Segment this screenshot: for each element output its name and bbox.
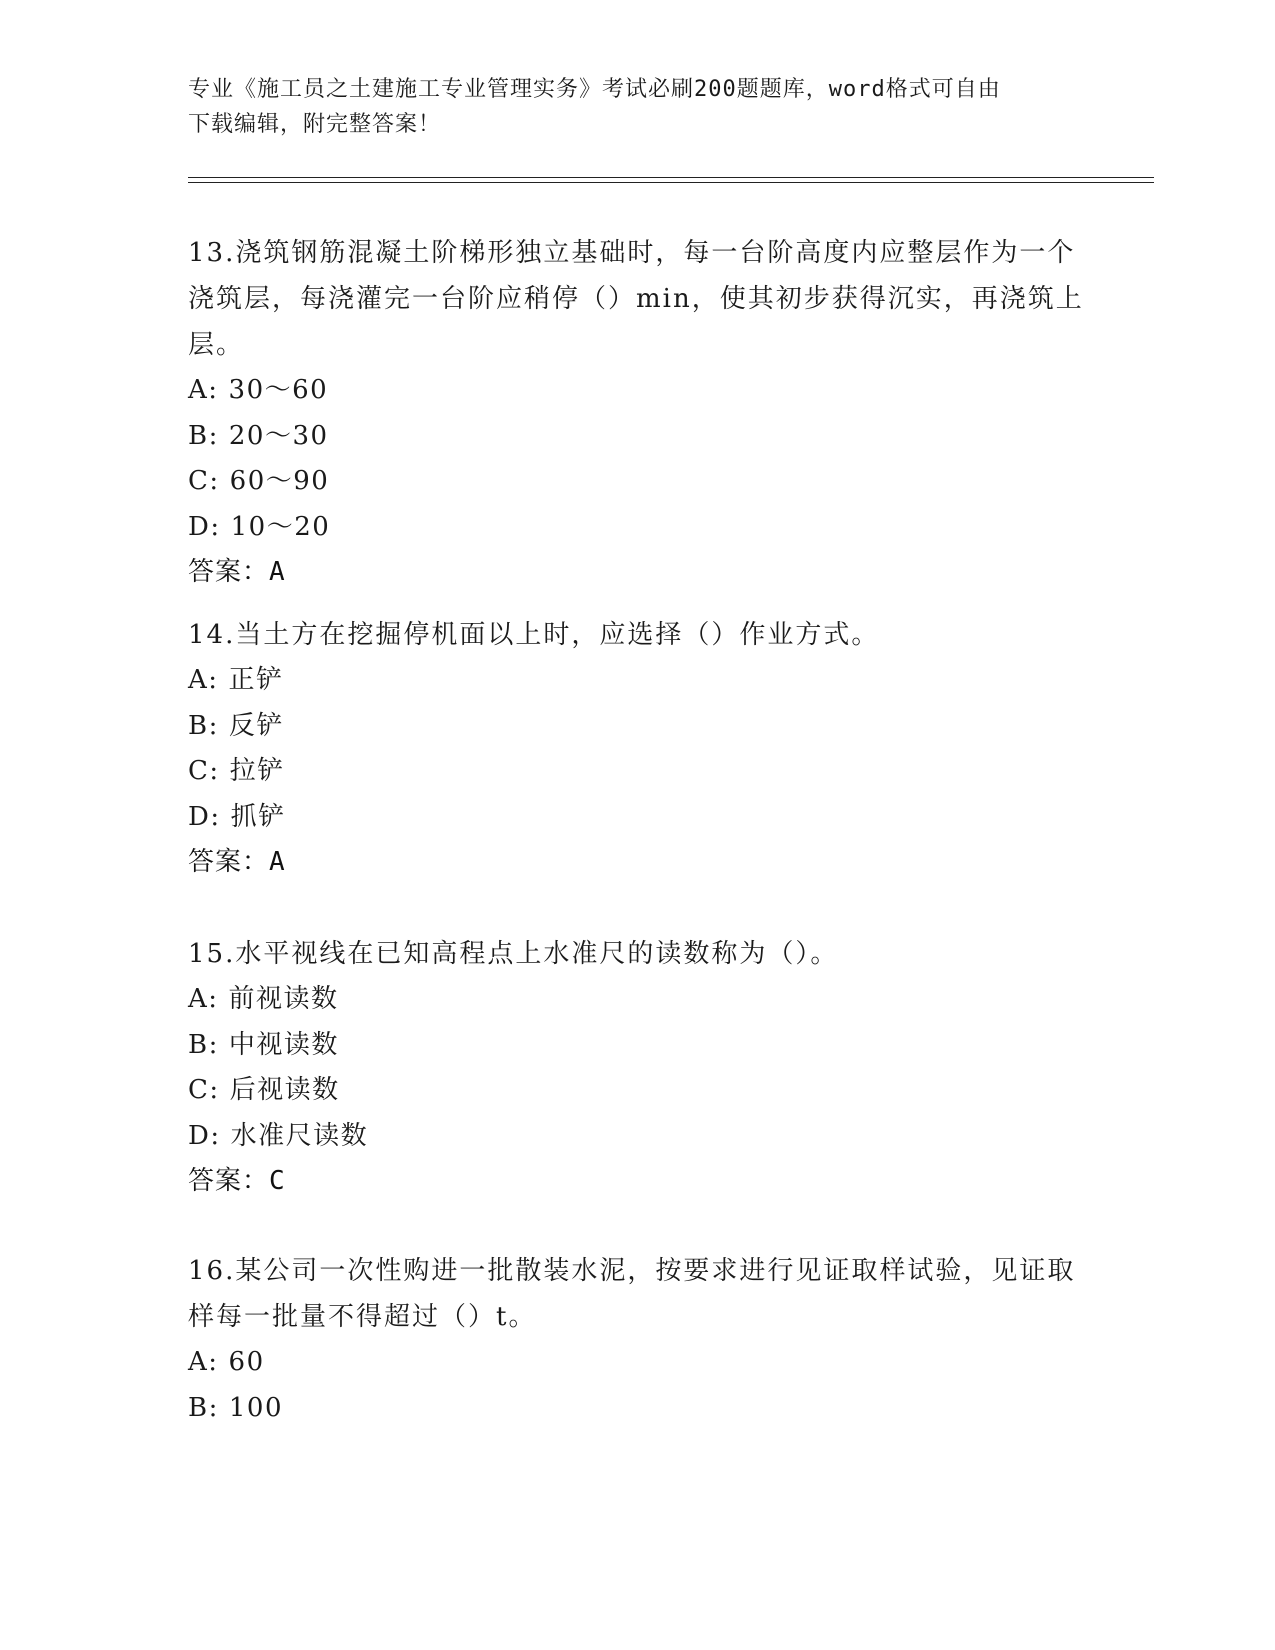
option-text: 后视读数 [229,1075,340,1105]
option-separator: : [209,756,220,786]
option-letter: D [188,511,211,542]
option-a [188,1340,1088,1386]
option-separator: : [210,1120,221,1151]
question-13 [188,230,1088,595]
question-number: 13. [188,238,236,268]
option-a [188,977,1088,1023]
header-line-1: 专业《施工员之土建施工专业管理实务》考试必刷200题题库，word格式可自由 [188,77,1001,102]
option-letter: C [188,466,210,496]
answer-line [188,840,1088,885]
option-separator: : [210,801,221,832]
question-number: 15. [188,939,236,969]
option-letter: B [188,1029,209,1060]
question-stem: 水平视线在已知高程点上水准尺的读数称为（）。 [235,939,839,969]
option-text: 拉铲 [229,756,285,786]
question-number: 14. [188,620,236,650]
option-text: 100 [228,1392,284,1423]
option-a [188,368,1088,414]
answer-value: A [269,557,286,587]
option-c [188,459,1088,505]
option-text: 水准尺读数 [230,1120,369,1151]
option-a [188,658,1088,704]
option-letter: C [188,756,210,786]
question-number: 16. [188,1256,236,1286]
option-letter: B [188,1392,209,1423]
option-text: 10～20 [230,511,331,542]
option-b [188,414,1088,460]
answer-value: A [269,847,286,877]
option-b [188,704,1088,750]
option-letter: B [188,420,209,451]
header-divider-top [188,177,1154,178]
question-16 [188,1248,1088,1431]
option-separator: : [210,511,221,542]
option-separator: : [208,1347,219,1377]
option-separator: : [208,665,219,695]
option-c [188,749,1088,795]
question-text [188,931,1088,977]
document-header [188,72,1088,142]
option-letter: D [188,1120,211,1151]
option-text: 正铲 [228,665,284,695]
option-text: 抓铲 [230,801,286,832]
question-text [188,612,1088,658]
option-letter: A [188,984,209,1014]
option-d [188,505,1088,551]
question-15 [188,931,1088,1204]
option-text: 60～90 [229,466,330,496]
option-b [188,1386,1088,1432]
option-d [188,1114,1088,1160]
option-letter: A [188,375,209,405]
option-text: 20～30 [228,420,329,451]
option-text: 60 [228,1347,265,1377]
option-separator: : [208,1029,219,1060]
question-stem: 浇筑钢筋混凝土阶梯形独立基础时，每一台阶高度内应整层作为一个浇筑层，每浇灌完一台阶应稍停（）min，使其初步获得沉实，再浇筑上层。 [188,238,1084,360]
answer-label: 答案： [188,557,270,587]
option-separator: : [208,984,219,1014]
option-d [188,795,1088,841]
question-stem: 某公司一次性购进一批散装水泥，按要求进行见证取样试验，见证取样每一批量不得超过（）t。 [188,1256,1076,1332]
option-separator: : [209,1075,220,1105]
option-letter: A [188,1347,209,1377]
answer-line [188,1159,1088,1204]
question-text [188,1248,1088,1340]
option-separator: : [209,466,220,496]
option-text: 中视读数 [228,1029,339,1060]
answer-label: 答案： [188,847,270,877]
option-letter: B [188,710,209,741]
option-separator: : [208,375,219,405]
option-separator: : [208,710,219,741]
question-14 [188,612,1088,885]
option-separator: : [208,1392,219,1423]
option-text: 反铲 [228,710,284,741]
option-letter: C [188,1075,210,1105]
option-b [188,1023,1088,1069]
option-letter: A [188,665,209,695]
option-c [188,1068,1088,1114]
question-stem: 当土方在挖掘停机面以上时，应选择（）作业方式。 [235,620,880,650]
answer-line [188,550,1088,595]
answer-value: C [269,1166,286,1196]
header-divider-bottom [188,182,1154,183]
question-text [188,230,1088,368]
answer-label: 答案： [188,1166,270,1196]
option-separator: : [208,420,219,451]
option-letter: D [188,801,211,832]
header-line-2: 下载编辑，附完整答案！ [188,112,442,137]
option-text: 前视读数 [228,984,339,1014]
option-text: 30～60 [228,375,329,405]
